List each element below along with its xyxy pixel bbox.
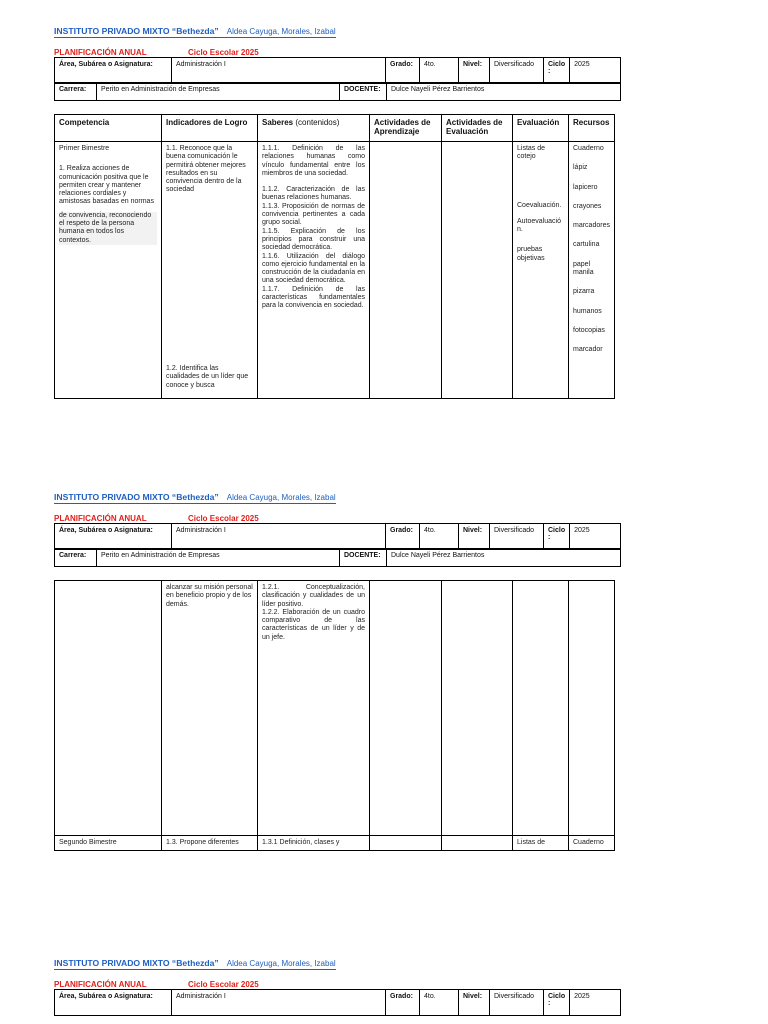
level-label: Nivel: <box>459 990 490 1016</box>
eval-listas-cotejo: Listas de cotejo <box>517 145 546 161</box>
recurso-item: lápiz <box>573 164 588 172</box>
area-value: Administración I <box>172 58 386 84</box>
recurso-item: crayones <box>573 202 602 210</box>
career-value: Perito en Administración de Empresas <box>97 549 340 567</box>
eval-listas: Listas de <box>513 836 569 851</box>
saber-1-1-5: 1.1.5. Explicación de los principios para construir una sociedad democrática. <box>262 227 365 252</box>
career-label: Carrera: <box>55 83 97 101</box>
career-value: Perito en Administración de Empresas <box>97 83 340 101</box>
col-act-evaluacion: Actividades de Evaluación <box>442 115 513 142</box>
recurso-item: Cuaderno <box>569 836 615 851</box>
indicador-1-1: 1.1. Reconoce que la buena comunicación le permitirá obtener mejores resultados en su convivencia dentro de la sociedad <box>166 145 246 194</box>
col-evaluacion: Evaluación <box>513 115 569 142</box>
saber-1-1-2: 1.1.2. Caracterización de las buenas relaciones humanas. <box>262 186 365 202</box>
col-saberes-title: Saberes <box>262 118 294 127</box>
plan-title: PLANIFICACIÓN ANUAL <box>54 980 147 989</box>
act-aprendizaje-cell <box>370 836 442 851</box>
area-label: Área, Subárea o Asignatura: <box>55 524 172 550</box>
saber-1-2-2: 1.2.2. Elaboración de un cuadro comparativo de las características de un líder y de un jefe. <box>262 608 365 641</box>
plan-title: PLANIFICACIÓN ANUAL <box>54 48 147 57</box>
col-indicadores: Indicadores de Logro <box>162 115 258 142</box>
institute-location: Aldea Cayuga, Morales, Izabal <box>226 493 336 502</box>
eval-coevaluacion: Coevaluación. <box>517 201 562 209</box>
recurso-item: papel manila <box>573 260 594 277</box>
institute-location: Aldea Cayuga, Morales, Izabal <box>226 27 336 36</box>
saber-1-1-6: 1.1.6. Utilización del diálogo como ejercicio fundamental en la construcción de la ciudadanía en una sociedad democrática. <box>262 252 365 285</box>
recursos-cell <box>569 142 615 399</box>
institute-name: INSTITUTO PRIVADO MIXTO “Bethezda” <box>54 958 219 968</box>
level-value: Diversificado <box>490 524 544 550</box>
cycle-label: Ciclo : <box>544 524 570 550</box>
col-competencia: Competencia <box>55 115 162 142</box>
area-label: Área, Subárea o Asignatura: <box>55 990 172 1016</box>
teacher-value: Dulce Nayeli Pérez Barrientos <box>387 549 621 567</box>
recurso-item: humanos <box>573 307 602 315</box>
act-evaluacion-cell <box>442 142 513 399</box>
level-value: Diversificado <box>490 58 544 84</box>
bimestre-title: Primer Bimestre <box>59 145 110 152</box>
cycle-title: Ciclo Escolar 2025 <box>188 514 259 523</box>
teacher-label: DOCENTE: <box>340 83 387 101</box>
grade-value: 4to. <box>420 58 459 84</box>
subject-info-table <box>54 523 621 550</box>
evaluacion-cell <box>513 581 569 836</box>
competencia-text-cont: de convivencia, reconociendo el respeto de la persona humana en todos los contextos. <box>59 212 157 245</box>
act-evaluacion-cell <box>442 581 513 836</box>
competencia-cell <box>55 142 162 399</box>
cycle-title: Ciclo Escolar 2025 <box>188 980 259 989</box>
saber-1-1-7: 1.1.7. Definición de las características fundamentales para la convivencia en sociedad. <box>262 285 365 310</box>
recurso-item: cartulina <box>573 241 600 249</box>
recursos-cell <box>569 581 615 836</box>
career-label: Carrera: <box>55 549 97 567</box>
level-label: Nivel: <box>459 524 490 550</box>
table-header-row <box>55 115 615 142</box>
bimestre-title: Segundo Bimestre <box>55 836 162 851</box>
area-label: Área, Subárea o Asignatura: <box>55 58 172 84</box>
saber-1-3-1: 1.3.1 Definición, clases y <box>258 836 370 851</box>
act-aprendizaje-cell <box>370 142 442 399</box>
plan-title: PLANIFICACIÓN ANUAL <box>54 514 147 523</box>
indicadores-cell: alcanzar su misión personal en beneficio propio y de los demás. <box>162 581 258 836</box>
indicador-1-3: 1.3. Propone diferentes <box>162 836 258 851</box>
cycle-label: Ciclo : <box>544 58 570 84</box>
cycle-label: Ciclo : <box>544 990 570 1016</box>
teacher-value: Dulce Nayeli Pérez Barrientos <box>387 83 621 101</box>
saberes-cell <box>258 142 370 399</box>
recurso-item: lapicero <box>573 183 598 191</box>
grade-label: Grado: <box>386 524 420 550</box>
recurso-item: pizarra <box>573 288 595 296</box>
grade-label: Grado: <box>386 58 420 84</box>
level-value: Diversificado <box>490 990 544 1016</box>
teacher-label: DOCENTE: <box>340 549 387 567</box>
saber-1-1-1: 1.1.1. Definición de las relaciones humanas como vínculo fundamental entre los miembros de una sociedad. <box>262 145 365 177</box>
subject-info-table <box>54 989 621 1016</box>
area-value: Administración I <box>172 524 386 550</box>
col-saberes-sub: (contenidos) <box>295 118 340 127</box>
act-evaluacion-cell <box>442 836 513 851</box>
grade-value: 4to. <box>420 990 459 1016</box>
subject-info-table <box>54 57 621 84</box>
cycle-value: 2025 <box>570 990 621 1016</box>
cycle-value: 2025 <box>570 58 621 84</box>
recurso-item: marcadores <box>573 222 610 230</box>
table-row <box>55 581 615 836</box>
recurso-item: fotocopias <box>573 326 605 334</box>
cycle-value: 2025 <box>570 524 621 550</box>
competencia-cell <box>55 581 162 836</box>
col-saberes <box>258 115 370 142</box>
planning-table <box>54 114 615 399</box>
cycle-title: Ciclo Escolar 2025 <box>188 48 259 57</box>
eval-autoevaluacion: Autoevaluació n. <box>517 217 561 234</box>
institute-name: INSTITUTO PRIVADO MIXTO “Bethezda” <box>54 26 219 36</box>
area-value: Administración I <box>172 990 386 1016</box>
grade-value: 4to. <box>420 524 459 550</box>
recurso-item: marcador <box>573 346 603 354</box>
col-act-aprendizaje: Actividades de Aprendizaje <box>370 115 442 142</box>
saber-1-2-1: 1.2.1. Conceptualización, clasificación y cualidades de un líder positivo. <box>262 584 365 608</box>
table-row <box>55 142 615 399</box>
saberes-cell <box>258 581 370 836</box>
indicadores-cell <box>162 142 258 399</box>
indicador-1-2: 1.2. Identifica las cualidades de un líder que conoce y busca <box>166 365 249 389</box>
institute-header <box>54 492 336 504</box>
col-recursos: Recursos <box>569 115 615 142</box>
saber-1-1-3: 1.1.3. Proposición de normas de convivencia pertinentes a cada grupo social. <box>262 202 365 227</box>
table-row <box>55 836 615 851</box>
recurso-item: Cuaderno <box>573 145 604 152</box>
career-info-table <box>54 82 621 101</box>
eval-pruebas: pruebas objetivas <box>517 246 545 262</box>
level-label: Nivel: <box>459 58 490 84</box>
institute-name: INSTITUTO PRIVADO MIXTO “Bethezda” <box>54 492 219 502</box>
evaluacion-cell <box>513 142 569 399</box>
competencia-text: 1. Realiza acciones de comunicación positiva que le permiten crear y mantener relaciones cordiales y amistosas basadas en normas <box>59 165 154 206</box>
planning-table-cont <box>54 580 615 851</box>
institute-location: Aldea Cayuga, Morales, Izabal <box>226 959 336 968</box>
institute-header <box>54 26 336 38</box>
institute-header <box>54 958 336 970</box>
career-info-table <box>54 548 621 567</box>
grade-label: Grado: <box>386 990 420 1016</box>
act-aprendizaje-cell <box>370 581 442 836</box>
